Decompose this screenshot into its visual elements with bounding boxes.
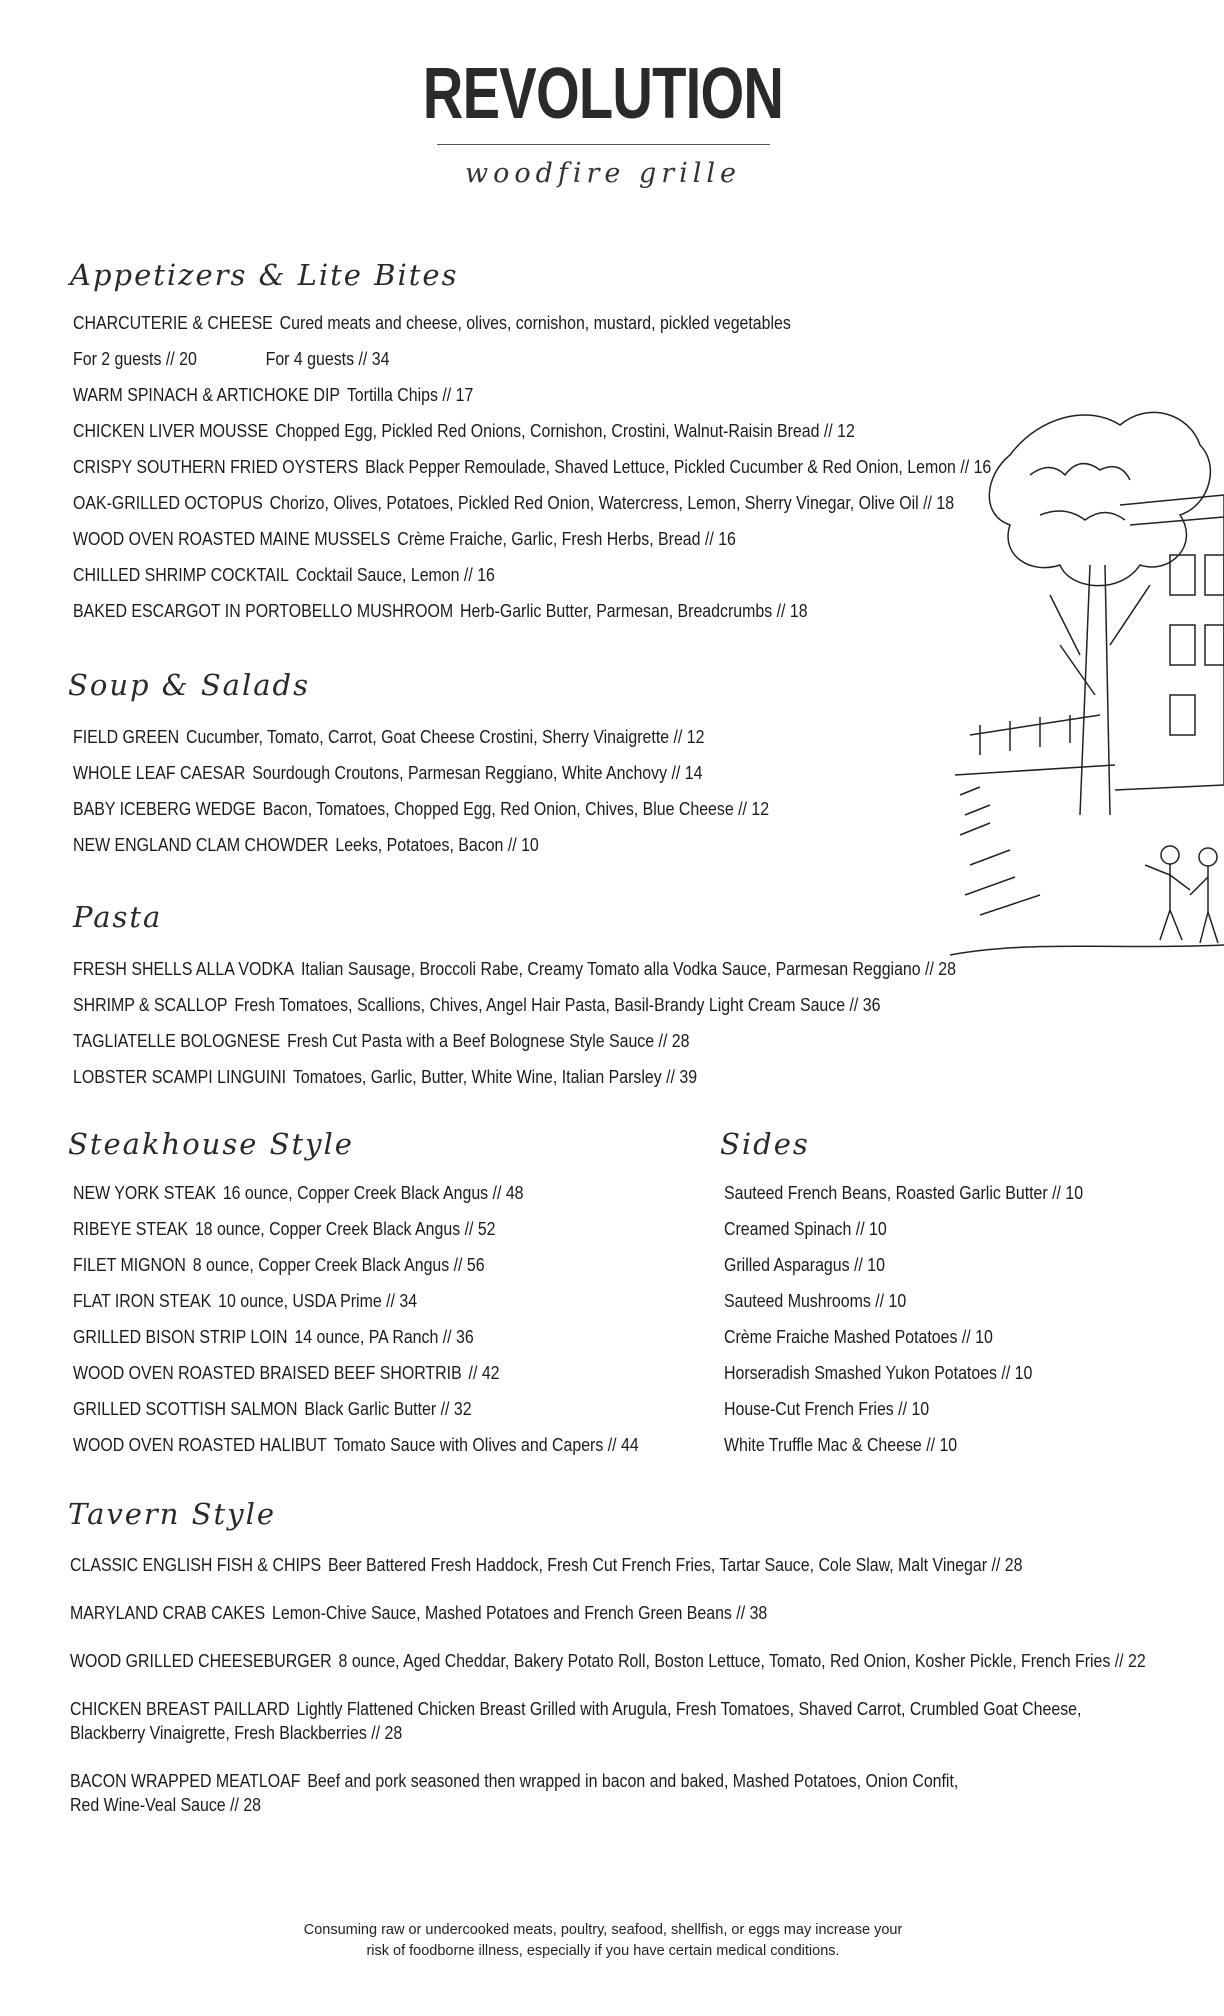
- item-name: CRISPY SOUTHERN FRIED OYSTERS: [73, 456, 359, 477]
- menu-item: [73, 1433, 639, 1457]
- item-description: Chopped Egg, Pickled Red Onions, Cornishon, Crostini, Walnut-Raisin Bread // 12: [275, 420, 855, 441]
- menu-item: [70, 1553, 1022, 1577]
- item-description: Black Garlic Butter // 32: [304, 1398, 472, 1419]
- item-description: Tomato Sauce with Olives and Capers // 44: [333, 1434, 639, 1455]
- item-name: GRILLED BISON STRIP LOIN: [73, 1326, 288, 1347]
- item-description: Tortilla Chips // 17: [346, 384, 474, 405]
- item-description: 16 ounce, Copper Creek Black Angus // 48: [222, 1182, 524, 1203]
- item-name: CHICKEN BREAST PAILLARD: [70, 1698, 290, 1719]
- steakhouse-heading: Steakhouse Style: [68, 1127, 354, 1161]
- appetizers-heading: Appetizers & Lite Bites: [70, 258, 459, 292]
- menu-item: [73, 1361, 500, 1385]
- menu-item: [73, 599, 808, 623]
- item-description: Lemon-Chive Sauce, Mashed Potatoes and French Green Beans // 38: [271, 1602, 768, 1623]
- menu-item: [73, 455, 991, 479]
- menu-item: [70, 1601, 767, 1625]
- item-description: Cocktail Sauce, Lemon // 16: [295, 564, 495, 585]
- restaurant-tagline: woodfire grille: [464, 158, 742, 189]
- item-name: FIELD GREEN: [73, 726, 180, 747]
- side-item: Grilled Asparagus // 10: [724, 1254, 885, 1275]
- item-description: Cured meats and cheese, olives, cornishon, mustard, pickled vegetables: [279, 312, 791, 333]
- item-name: WOOD GRILLED CHEESEBURGER: [70, 1650, 332, 1671]
- menu-item: [73, 419, 855, 443]
- menu-item: [73, 725, 704, 749]
- item-description: Beer Battered Fresh Haddock, Fresh Cut French Fries, Tartar Sauce, Cole Slaw, Malt Vinegar // 28: [327, 1554, 1023, 1575]
- item-description: Crème Fraiche, Garlic, Fresh Herbs, Bread // 16: [397, 528, 736, 549]
- item-name: WARM SPINACH & ARTICHOKE DIP: [73, 384, 340, 405]
- side-item: Sauteed Mushrooms // 10: [724, 1290, 907, 1311]
- side-item: Horseradish Smashed Yukon Potatoes // 10: [724, 1362, 1033, 1383]
- item-name: NEW ENGLAND CLAM CHOWDER: [73, 834, 329, 855]
- item-name: BAKED ESCARGOT IN PORTOBELLO MUSHROOM: [73, 600, 454, 621]
- item-name: CHARCUTERIE & CHEESE: [73, 312, 273, 333]
- item-description: Lightly Flattened Chicken Breast Grilled with Arugula, Fresh Tomatoes, Shaved Carrot, Crumbled Goat Cheese,: [296, 1698, 1082, 1719]
- item-name: WOOD OVEN ROASTED HALIBUT: [73, 1434, 327, 1455]
- item-description: Leeks, Potatoes, Bacon // 10: [335, 834, 539, 855]
- menu-item: [73, 563, 495, 587]
- salads-heading: Soup & Salads: [68, 668, 310, 702]
- item-name: RIBEYE STEAK: [73, 1218, 188, 1239]
- item-description: Beef and pork seasoned then wrapped in bacon and baked, Mashed Potatoes, Onion Confit,: [307, 1770, 959, 1791]
- disclaimer-line: risk of foodborne illness, especially if you have certain medical conditions.: [366, 1943, 840, 1959]
- item-description: 8 ounce, Copper Creek Black Angus // 56: [192, 1254, 485, 1275]
- item-description: For 4 guests // 34: [265, 348, 390, 369]
- tavern-heading: Tavern Style: [68, 1497, 277, 1531]
- item-name: GRILLED SCOTTISH SALMON: [73, 1398, 298, 1419]
- menu-item: [73, 1397, 472, 1421]
- restaurant-name: REVOLUTION: [422, 54, 784, 134]
- item-name: SHRIMP & SCALLOP: [73, 994, 228, 1015]
- menu-item: [70, 1649, 1146, 1673]
- item-description: 18 ounce, Copper Creek Black Angus // 52: [194, 1218, 496, 1239]
- menu-item: [73, 491, 954, 515]
- item-description: Fresh Cut Pasta with a Beef Bolognese Style Sauce // 28: [287, 1030, 690, 1051]
- menu-item: [70, 1769, 958, 1817]
- item-description: 8 ounce, Aged Cheddar, Bakery Potato Roll, Boston Lettuce, Tomato, Red Onion, Kosher Pickle, French Fries // 22: [338, 1650, 1146, 1671]
- disclaimer-line: Consuming raw or undercooked meats, poultry, seafood, shellfish, or eggs may increase your: [303, 1922, 903, 1938]
- tavern-building-sketch-icon: [950, 395, 1224, 970]
- menu-item: [73, 993, 880, 1017]
- food-safety-disclaimer: [0, 1920, 1206, 1962]
- menu-item: [73, 1325, 474, 1349]
- item-description: // 42: [468, 1362, 500, 1383]
- side-item: Sauteed French Beans, Roasted Garlic Butter // 10: [724, 1182, 1084, 1203]
- item-description: Chorizo, Olives, Potatoes, Pickled Red Onion, Watercress, Lemon, Sherry Vinegar, Olive Oil // 18: [269, 492, 955, 513]
- item-description: Tomatoes, Garlic, Butter, White Wine, Italian Parsley // 39: [292, 1066, 698, 1087]
- item-name: WOOD OVEN ROASTED MAINE MUSSELS: [73, 528, 391, 549]
- side-item: Creamed Spinach // 10: [724, 1218, 887, 1239]
- item-name: OAK-GRILLED OCTOPUS: [73, 492, 263, 513]
- menu-item: [73, 957, 956, 981]
- menu-item: [73, 1029, 689, 1053]
- menu-item: [73, 311, 791, 335]
- menu-item: [73, 347, 389, 371]
- item-name: CHICKEN LIVER MOUSSE: [73, 420, 269, 441]
- menu-item: [73, 1181, 524, 1205]
- item-name: FLAT IRON STEAK: [73, 1290, 212, 1311]
- item-description: 14 ounce, PA Ranch // 36: [294, 1326, 474, 1347]
- item-description-continued: Blackberry Vinaigrette, Fresh Blackberries // 28: [70, 1722, 403, 1743]
- item-name: LOBSTER SCAMPI LINGUINI: [73, 1066, 287, 1087]
- menu-item: [73, 1253, 485, 1277]
- title-divider: [437, 144, 770, 145]
- item-name: MARYLAND CRAB CAKES: [70, 1602, 266, 1623]
- side-item: White Truffle Mac & Cheese // 10: [724, 1434, 958, 1455]
- item-name: FILET MIGNON: [73, 1254, 186, 1275]
- menu-item: [73, 1065, 697, 1089]
- item-name: BACON WRAPPED MEATLOAF: [70, 1770, 301, 1791]
- side-item: Crème Fraiche Mashed Potatoes // 10: [724, 1326, 993, 1347]
- menu-item: [73, 1217, 496, 1241]
- item-name: CHILLED SHRIMP COCKTAIL: [73, 564, 290, 585]
- item-name: BABY ICEBERG WEDGE: [73, 798, 256, 819]
- item-description: Black Pepper Remoulade, Shaved Lettuce, Pickled Cucumber & Red Onion, Lemon // 16: [365, 456, 992, 477]
- item-description: Fresh Tomatoes, Scallions, Chives, Angel Hair Pasta, Basil-Brandy Light Cream Sauce // 36: [234, 994, 881, 1015]
- menu-item: [73, 833, 539, 857]
- menu-item: [73, 383, 473, 407]
- menu-item: [73, 761, 702, 785]
- menu-item: [73, 1289, 417, 1313]
- item-description: Cucumber, Tomato, Carrot, Goat Cheese Crostini, Sherry Vinaigrette // 12: [185, 726, 705, 747]
- sides-heading: Sides: [720, 1127, 810, 1161]
- item-description: Bacon, Tomatoes, Chopped Egg, Red Onion, Chives, Blue Cheese // 12: [262, 798, 770, 819]
- menu-item: [73, 797, 769, 821]
- item-name: For 2 guests // 20: [73, 348, 197, 369]
- item-description: Sourdough Croutons, Parmesan Reggiano, White Anchovy // 14: [252, 762, 703, 783]
- pasta-heading: Pasta: [73, 900, 163, 934]
- item-name: TAGLIATELLE BOLOGNESE: [73, 1030, 281, 1051]
- item-name: WHOLE LEAF CAESAR: [73, 762, 246, 783]
- item-name: CLASSIC ENGLISH FISH & CHIPS: [70, 1554, 322, 1575]
- item-description-continued: Red Wine-Veal Sauce // 28: [70, 1794, 262, 1815]
- menu-item: [70, 1697, 1081, 1745]
- item-name: WOOD OVEN ROASTED BRAISED BEEF SHORTRIB: [73, 1362, 462, 1383]
- menu-item: [73, 527, 736, 551]
- item-name: FRESH SHELLS ALLA VODKA: [73, 958, 295, 979]
- side-item: House-Cut French Fries // 10: [724, 1398, 930, 1419]
- item-description: 10 ounce, USDA Prime // 34: [218, 1290, 418, 1311]
- item-name: NEW YORK STEAK: [73, 1182, 216, 1203]
- item-description: Italian Sausage, Broccoli Rabe, Creamy Tomato alla Vodka Sauce, Parmesan Reggiano // 28: [300, 958, 957, 979]
- item-description: Herb-Garlic Butter, Parmesan, Breadcrumbs // 18: [460, 600, 808, 621]
